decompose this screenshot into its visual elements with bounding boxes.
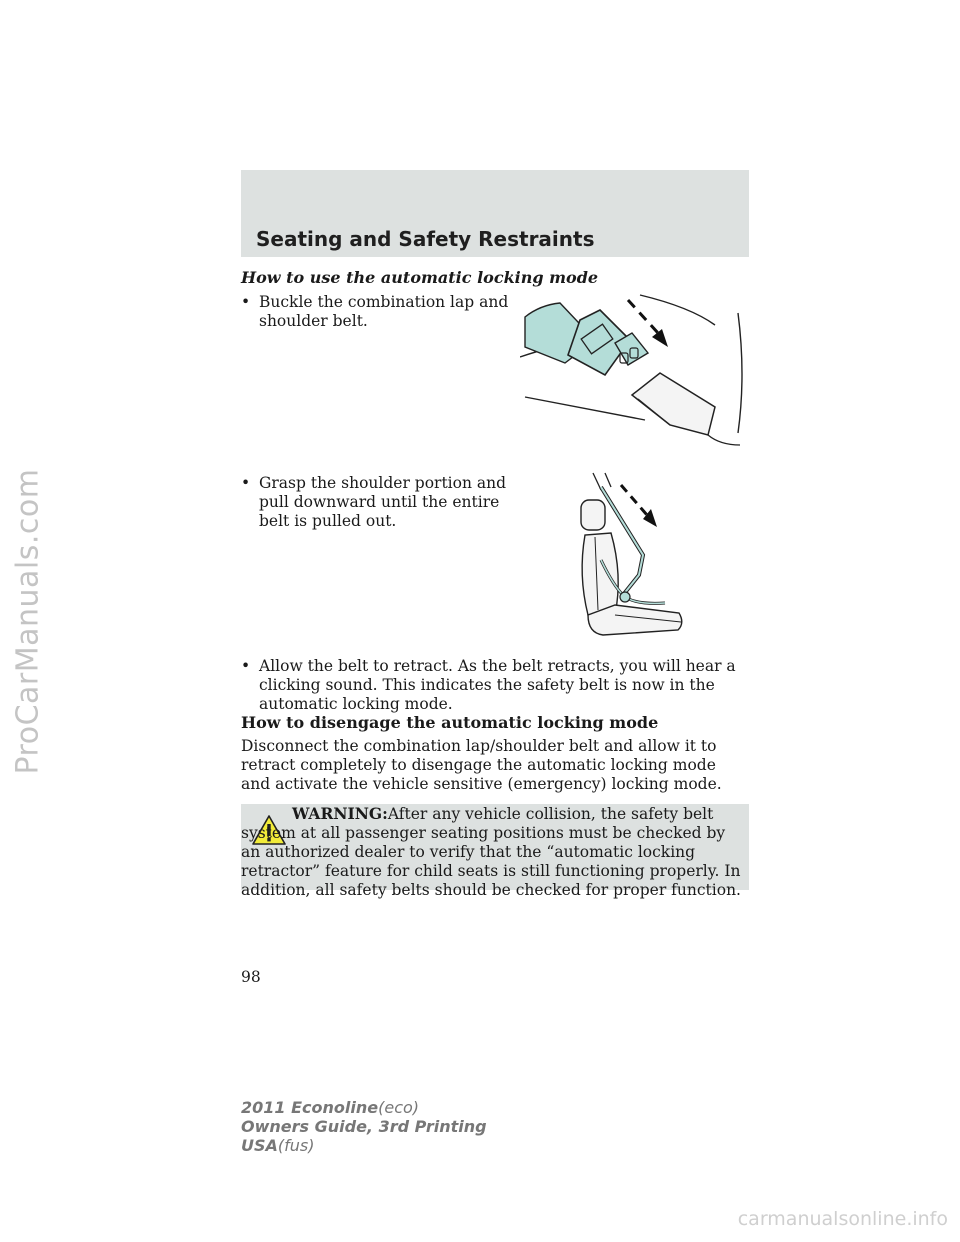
bullet-text: Grasp the shoulder portion and pull downward until the entire belt is pulled out. <box>259 474 507 530</box>
footer-guide: Owners Guide, 3rd Printing <box>241 1117 487 1136</box>
warning-body: After any vehicle collision, the safety belt system at all passenger seating positions must be checked by an authorized dealer to verify that the “automatic locking retractor” feature for child seats is still functioning properly. In addition, all safety belts should be checked for proper function. <box>241 805 741 899</box>
footer-region-code: (fus) <box>277 1136 315 1155</box>
warning-box <box>241 804 749 899</box>
bullet-item <box>241 293 509 331</box>
warning-text <box>241 804 741 900</box>
side-watermark <box>6 0 50 1242</box>
bullet-item <box>241 474 509 531</box>
seat-belt-illustration <box>573 465 685 645</box>
bullet-dot: • <box>241 293 251 311</box>
section1-heading: How to use the automatic locking mode <box>241 268 599 287</box>
footer-region: USA <box>241 1136 278 1155</box>
section-header <box>241 170 749 257</box>
bullet-text: Buckle the combination lap and shoulder belt. <box>259 293 509 330</box>
footer-model-code: (eco) <box>378 1098 420 1117</box>
bullet-dot: • <box>241 474 251 492</box>
bottom-watermark: carmanualsonline.info <box>737 1208 948 1230</box>
side-watermark-text: ProCarManuals.com <box>10 467 46 775</box>
page-number: 98 <box>241 968 261 986</box>
bullet-text: Allow the belt to retract. As the belt retracts, you will hear a clicking sound. This indicates the safety belt is now in the automatic locking mode. <box>259 657 736 713</box>
section2-heading: How to disengage the automatic locking mode <box>241 713 659 732</box>
page-title: Seating and Safety Restraints <box>256 227 595 251</box>
bullet-item <box>241 657 759 714</box>
warning-label: WARNING: <box>292 804 388 823</box>
buckle-illustration <box>520 285 749 450</box>
footer <box>241 1098 487 1155</box>
bullet-dot: • <box>241 657 251 675</box>
footer-model: 2011 Econoline <box>241 1098 379 1117</box>
section2-paragraph: Disconnect the combination lap/shoulder belt and allow it to retract completely to disengage the automatic locking mode and activate the vehicle sensitive (emergency) locking mode. <box>241 737 722 793</box>
